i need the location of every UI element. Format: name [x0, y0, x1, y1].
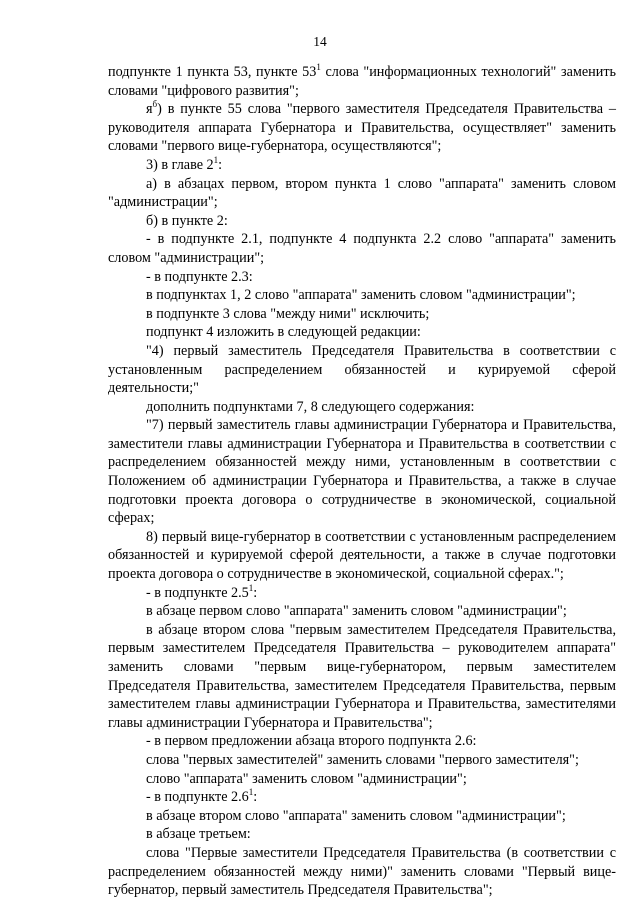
paragraph-text: : [218, 156, 223, 173]
superscript: 1 [316, 62, 321, 72]
paragraph-text: : [253, 584, 258, 601]
paragraph [108, 342, 616, 398]
paragraph-text: в подпункте 3 слова "между ними" исключить; [146, 305, 430, 322]
paragraph-text: : [253, 789, 258, 806]
paragraph [108, 398, 616, 417]
paragraph [108, 732, 616, 751]
paragraph-text: 3) в главе 2 [146, 156, 214, 173]
page-number: 14 [313, 34, 327, 49]
paragraph [108, 63, 616, 100]
paragraph [108, 175, 616, 212]
paragraph-text: - в подпункте 2.3: [146, 268, 253, 285]
paragraph [108, 268, 616, 287]
paragraph-text: в абзаце втором слова "первым заместителем Председателя Правительства, первым заместителем Председателя Правительства – руководителем аппарата" заменить словами "первым вице-губернатором, первым заместителем Председателя Правительства, заместителем Председателя Правительства, первым заместителем главы администрации Губернатора и Правительства, заместителями главы администрации Губернатора и Правительства"; [108, 621, 616, 731]
paragraph-text: слова "Первые заместители Председателя Правительства (в соответствии с распределением обязанностей между ними)" заменить словами "Первый вице-губернатор, первый заместитель Председателя Правительства"; [108, 844, 616, 899]
paragraph-text: дополнить подпунктами 7, 8 следующего содержания: [146, 398, 475, 415]
paragraph-text: подпункте 1 пункта 53, пункте 53 [108, 64, 317, 80]
paragraph-text: - в подпункте 2.1, подпункте 4 подпункта 2.2 слово "аппарата" заменить словом "администрации"; [108, 231, 616, 266]
paragraph [108, 751, 616, 770]
paragraph [108, 788, 616, 807]
paragraph-text: слова "первых заместителей" заменить словами "первого заместителя"; [146, 751, 579, 768]
paragraph-text: "4) первый заместитель Председателя Правительства в соответствии с установленным распределением обязанностей и курируемой сферой деятельности;" [108, 342, 616, 397]
superscript: 1 [213, 154, 219, 165]
paragraph [108, 844, 616, 900]
paragraph [108, 305, 616, 324]
paragraph-text: я [146, 101, 153, 118]
paragraph [108, 621, 616, 733]
superscript: 1 [248, 582, 254, 593]
paragraph-text: слово "аппарата" заменить словом "администрации"; [146, 770, 467, 787]
paragraph-text: слова "информационных технологий" заменить словами "цифрового развития"; [108, 64, 616, 99]
paragraph [108, 156, 616, 175]
paragraph-text: в абзаце втором слово "аппарата" заменить словом "администрации"; [146, 807, 566, 824]
paragraph-text: - в подпункте 2.6 [146, 789, 249, 806]
paragraph [108, 286, 616, 305]
paragraph-text: - в подпункте 2.5 [146, 584, 249, 601]
paragraph-text: в абзаце первом слово "аппарата" заменить словом "администрации"; [146, 603, 567, 620]
paragraph [108, 584, 616, 603]
paragraph-text: а) в абзацах первом, втором пункта 1 слово "аппарата" заменить словом "администрации"; [108, 175, 616, 211]
paragraph-text: "7) первый заместитель главы администрации Губернатора и Правительства, заместители главы администрации Губернатора и Правительства в соответствии с распределением обязанностей между ними, установленным в соответствии с Положением об администрации Губернатора и Правительства, а также в случае подготовки проекта договора о сотрудничестве в экономической, социальной сферах; [108, 417, 616, 527]
paragraph-text: ) в пункте 55 слова "первого заместителя Председателя Правительства – руководителя аппарата Губернатора и Правительства, осуществляет" заменить словами "первого вице-губернатора, осуществляются"; [108, 101, 616, 155]
paragraph [108, 602, 616, 621]
paragraph-text: б) в пункте 2: [146, 212, 228, 229]
paragraph [108, 807, 616, 826]
paragraph-text: 8) первый вице-губернатор в соответствии с установленным распределением обязанностей и курируемой сферой деятельности, а также в случае подготовки проекта договора о сотрудничестве в экономической, социальной сферах."; [108, 528, 616, 583]
paragraph-text: в подпунктах 1, 2 слово "аппарата" заменить словом "администрации"; [146, 287, 576, 304]
superscript: 1 [248, 787, 254, 798]
paragraph [108, 416, 616, 528]
paragraph [108, 100, 616, 156]
paragraph [108, 212, 616, 231]
paragraph [108, 825, 616, 844]
document-body [108, 63, 616, 900]
paragraph [108, 528, 616, 584]
paragraph [108, 230, 616, 267]
paragraph [108, 770, 616, 789]
paragraph-text: подпункт 4 изложить в следующей редакции: [146, 324, 421, 341]
paragraph [108, 323, 616, 342]
superscript: б [152, 99, 158, 110]
paragraph-text: в абзаце третьем: [146, 826, 251, 843]
paragraph-text: - в первом предложении абзаца второго подпункта 2.6: [146, 733, 477, 750]
